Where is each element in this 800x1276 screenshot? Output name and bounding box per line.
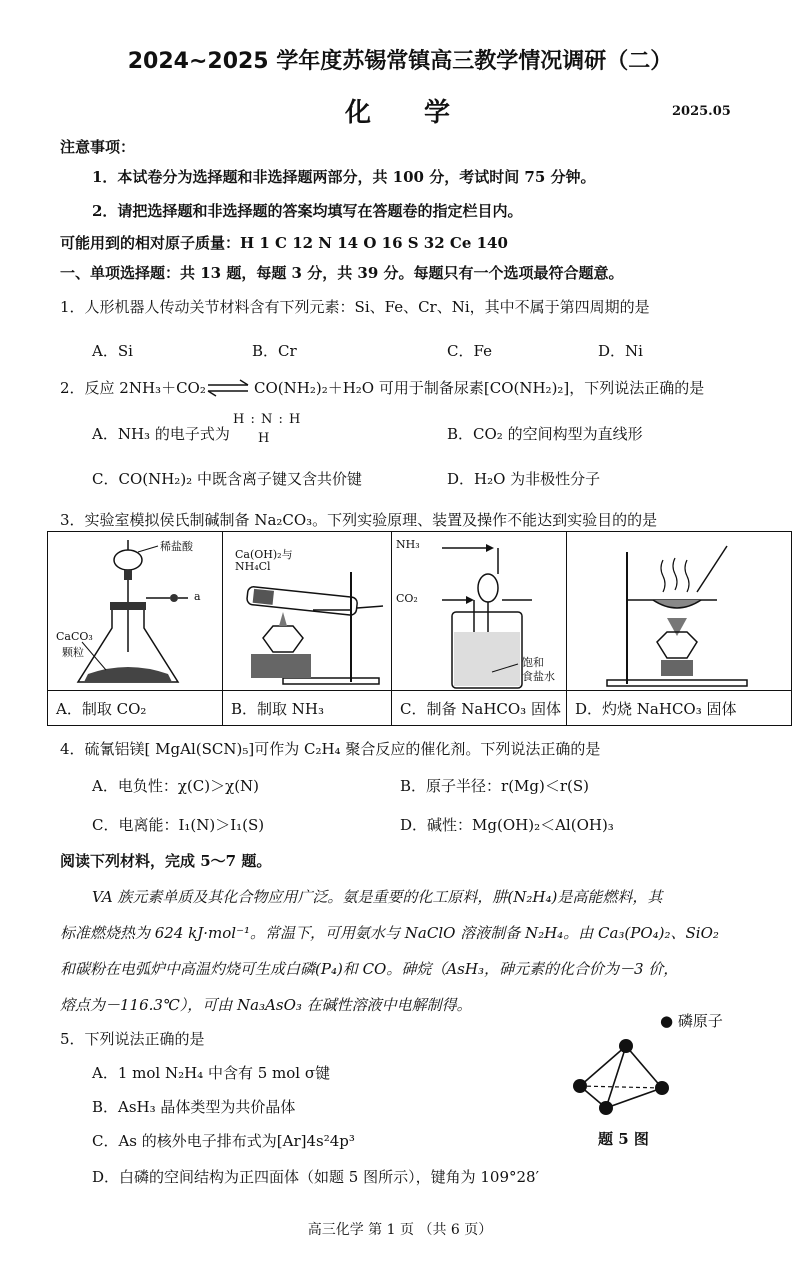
apparatus-b — [223, 532, 392, 691]
q3-apparatus-table — [47, 531, 792, 726]
q3-stem: 3．实验室模拟侯氏制碱制备 Na₂CO₃。下列实验原理、装置及操作不能达到实验目的的是 — [60, 511, 658, 529]
label-hcl: 稀盐酸 — [160, 540, 193, 553]
nh3-lewis-structure: H : N : H — [233, 412, 302, 427]
q1-option-d: D．Ni — [598, 342, 643, 360]
q5-option-d: D．白磷的空间结构为正四面体（如题 5 图所示），键角为 109°28′ — [92, 1168, 539, 1186]
figure-caption: 题 5 图 — [598, 1130, 649, 1148]
nh3-lewis-bottom: H — [258, 431, 270, 446]
q5-option-b: B．AsH₃ 晶体类型为共价晶体 — [92, 1098, 296, 1116]
co2-generator-drawing — [48, 532, 222, 690]
notice-heading: 注意事项： — [60, 138, 136, 156]
q1-option-c: C．Fe — [447, 342, 492, 360]
label-granule: 颗粒 — [62, 646, 84, 659]
q1-option-a: A．Si — [92, 342, 133, 360]
q2-option-a: A．NH₃ 的电子式为 — [92, 425, 230, 443]
phosphorus-atom — [573, 1079, 587, 1093]
atomic-masses: 可能用到的相对原子质量：H 1 C 12 N 14 O 16 S 32 Ce 140 — [60, 234, 508, 252]
reading-line-2: 标准燃烧热为 624 kJ·mol⁻¹。常温下，可用氨水与 NaClO 溶液制备 N₂H₄。由 Ca₃(PO₄)₂、SiO₂ — [60, 924, 719, 942]
page-footer: 高三化学 第 1 页 （共 6 页） — [307, 1222, 493, 1238]
label-brine-1: 饱和 — [522, 656, 544, 669]
caption-d: D．灼烧 NaHCO₃ 固体 — [567, 691, 792, 726]
caption-c: C．制备 NaHCO₃ 固体 — [392, 691, 567, 726]
q4-stem: 4．硫氰铝镁[ MgAl(SCN)₅]可作为 C₂H₄ 聚合反应的催化剂。下列说法正确的是 — [60, 740, 601, 758]
equilibrium-arrow-icon — [204, 378, 252, 398]
q4-option-d: D．碱性：Mg(OH)₂＜Al(OH)₃ — [400, 816, 614, 834]
calcination-drawing — [567, 532, 793, 690]
caption-a: A．制取 CO₂ — [48, 691, 223, 726]
label-nh3: NH₃ — [396, 538, 420, 551]
q4-option-c: C．电离能：I₁(N)＞I₁(S) — [92, 816, 265, 834]
q2-stem-pre: 2．反应 2NH₃＋CO₂ — [60, 379, 206, 397]
exam-date: 2025.05 — [672, 104, 731, 119]
subject-title: 化 学 — [345, 98, 473, 128]
section-heading: 一、单项选择题：共 13 题，每题 3 分，共 39 分。每题只有一个选项最符合题意。 — [60, 264, 624, 282]
q5-option-a: A．1 mol N₂H₄ 中含有 5 mol σ键 — [92, 1064, 331, 1082]
phosphorus-atom — [655, 1081, 669, 1095]
label-reagent-1: Ca(OH)₂与 — [235, 548, 293, 561]
phosphorus-atom — [599, 1101, 613, 1115]
q2-stem-post: CO(NH₂)₂＋H₂O 可用于制备尿素[CO(NH₂)₂]，下列说法正确的是 — [254, 379, 705, 397]
q5-option-c: C．As 的核外电子排布式为[Ar]4s²4p³ — [92, 1132, 355, 1150]
q4-option-a: A．电负性：χ(C)＞χ(N) — [92, 777, 260, 795]
q1-stem: 1．人形机器人传动关节材料含有下列元素：Si、Fe、Cr、Ni，其中不属于第四周期的是 — [60, 298, 650, 316]
apparatus-c — [392, 532, 567, 691]
q1-option-b: B．Cr — [252, 342, 297, 360]
phosphorus-atom — [619, 1039, 633, 1053]
apparatus-a — [48, 532, 223, 691]
q5-stem: 5．下列说法正确的是 — [60, 1030, 205, 1048]
q2-option-b: B．CO₂ 的空间构型为直线形 — [447, 425, 643, 443]
label-brine-2: 食盐水 — [522, 670, 555, 683]
notice-item-2: 2．请把选择题和非选择题的答案均填写在答题卷的指定栏目内。 — [92, 202, 523, 220]
notice-item-1: 1．本试卷分为选择题和非选择题两部分，共 100 分，考试时间 75 分钟。 — [92, 168, 596, 186]
q4-option-b: B．原子半径：r(Mg)＜r(S) — [400, 777, 590, 795]
exam-title: 2024~2025 学年度苏锡常镇高三教学情况调研（二） — [127, 49, 673, 74]
reading-line-4: 熔点为－116.3℃），可由 Na₃AsO₃ 在碱性溶液中电解制得。 — [60, 996, 472, 1014]
reading-heading: 阅读下列材料，完成 5～7 题。 — [60, 852, 272, 870]
reading-line-3: 和碳粉在电弧炉中高温灼烧可生成白磷(P₄)和 CO。砷烷（AsH₃，砷元素的化合价为－3 价， — [60, 960, 679, 978]
label-reagent-2: NH₄Cl — [235, 560, 271, 573]
label-caco3: CaCO₃ — [56, 630, 93, 643]
white-phosphorus-tetrahedron — [568, 1036, 678, 1120]
reading-line-1: VA 族元素单质及其化合物应用广泛。氨是重要的化工原料，肼(N₂H₄)是高能燃料，其 — [92, 888, 663, 906]
label-a: a — [194, 590, 201, 603]
label-co2: CO₂ — [396, 592, 418, 605]
q2-option-c: C．CO(NH₂)₂ 中既含离子键又含共价键 — [92, 470, 362, 488]
apparatus-d — [567, 532, 792, 691]
caption-b: B．制取 NH₃ — [223, 691, 392, 726]
q2-option-d: D．H₂O 为非极性分子 — [447, 470, 601, 488]
phosphorus-legend: ● 磷原子 — [660, 1012, 723, 1030]
